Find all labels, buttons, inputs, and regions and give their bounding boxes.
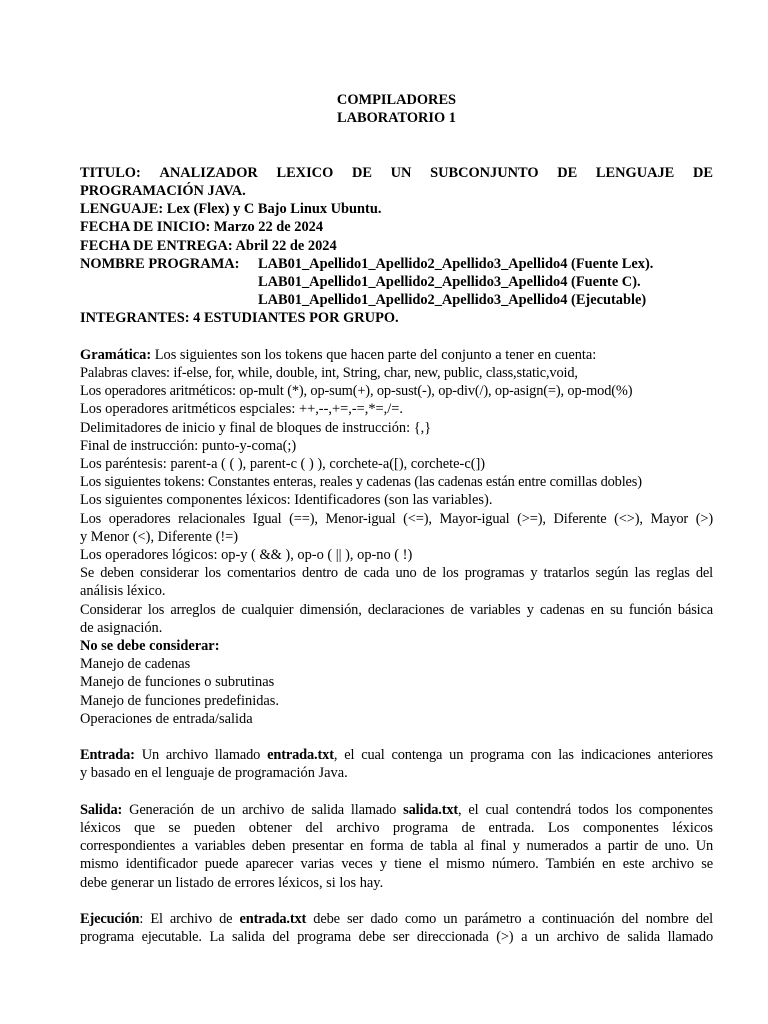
gramatica-intro bbox=[80, 346, 713, 364]
gramatica-line: Los siguientes tokens: Constantes enteras, reales y cadenas (las cadenas están entre comillas dobles) bbox=[80, 474, 642, 491]
logicos-line: Los operadores lógicos: op-y ( && ), op-o ( || ), op-no ( !) bbox=[80, 547, 413, 564]
nombre-programa-exe: LAB01_Apellido1_Apellido2_Apellido3_Apellido4 (Ejecutable) bbox=[258, 292, 647, 309]
document-body bbox=[80, 91, 713, 946]
lab-title: LABORATORIO 1 bbox=[336, 110, 456, 127]
course-title: COMPILADORES bbox=[336, 92, 457, 108]
titulo-word: UN bbox=[390, 164, 412, 181]
ejecucion-line-2: programa ejecutable. La salida del programa debe ser direccionada (>) a un archivo de salida llamado bbox=[80, 929, 713, 946]
relacionales-line-1: Los operadores relacionales Igual (==), Menor-igual (<=), Mayor-igual (>=), Diferente (<>), Mayor (>) bbox=[80, 510, 713, 527]
gramatica-label: Gramática: bbox=[80, 346, 152, 363]
nombre-programa-row bbox=[80, 291, 713, 309]
nombre-programa-c: LAB01_Apellido1_Apellido2_Apellido3_Apellido4 (Fuente C). bbox=[258, 274, 641, 290]
gramatica-line: Los siguientes componentes léxicos: Identificadores (son las variables). bbox=[80, 492, 493, 509]
no-considerar-item: Operaciones de entrada/salida bbox=[80, 710, 253, 727]
nombre-programa-row bbox=[80, 273, 713, 291]
titulo-word: SUBCONJUNTO bbox=[430, 164, 539, 181]
salida-filename: salida.txt bbox=[403, 801, 459, 818]
arreglos-line-1: Considerar los arreglos de cualquier dimensión, declaraciones de variables y cadenas en su función básica bbox=[80, 601, 713, 618]
comentarios-line-1: Se deben considerar los comentarios dentro de cada uno de los programas y tratarlos según las reglas del bbox=[80, 565, 713, 582]
gramatica-line: Palabras claves: if-else, for, while, double, int, String, char, new, public, class,static,void, bbox=[80, 365, 578, 381]
titulo-word: LENGUAJE bbox=[595, 164, 675, 181]
integrantes-line: INTEGRANTES: 4 ESTUDIANTES POR GRUPO. bbox=[80, 310, 399, 327]
no-considerar-label: No se debe considerar: bbox=[80, 638, 220, 655]
salida-line-4: mismo identificador puede aparecer varias veces y tiene el mismo número. También en este archivo se bbox=[80, 856, 713, 873]
ejecucion-label: Ejecución bbox=[80, 911, 140, 928]
gramatica-line: Los operadores aritméticos espciales: ++,--,+=,-=,*=,/=. bbox=[80, 401, 403, 418]
ejecucion-line-1: Ejecución: El archivo de entrada.txt debe ser dado como un parámetro a continuación del nombre del bbox=[80, 911, 713, 928]
gramatica-line: Los paréntesis: parent-a ( ( ), parent-c ( ) ), corchete-a([), corchete-c(]) bbox=[80, 456, 486, 473]
gramatica-line: Final de instrucción: punto-y-coma(;) bbox=[80, 437, 297, 454]
lenguaje-line: LENGUAJE: Lex (Flex) y C Bajo Linux Ubuntu. bbox=[80, 201, 382, 218]
entrada-label: Entrada: bbox=[80, 747, 135, 764]
entrada-line-1: Entrada: Un archivo llamado entrada.txt, el cual contenga un programa con las indicaciones anteriores bbox=[80, 747, 713, 764]
titulo-word: DE bbox=[557, 164, 578, 181]
arreglos-line-2: de asignación. bbox=[80, 619, 163, 636]
relacionales-line-2: y Menor (<), Diferente (!=) bbox=[80, 528, 239, 545]
comentarios-line-2: análisis léxico. bbox=[80, 583, 166, 600]
no-considerar-item: Manejo de cadenas bbox=[80, 656, 191, 673]
nombre-programa-lex: LAB01_Apellido1_Apellido2_Apellido3_Apellido4 (Fuente Lex). bbox=[258, 255, 654, 272]
titulo-word: TITULO: bbox=[80, 164, 141, 181]
ejecucion-filename: entrada.txt bbox=[239, 911, 307, 928]
titulo-line-2: PROGRAMACIÓN JAVA. bbox=[80, 182, 246, 199]
gramatica-line: Delimitadores de inicio y final de bloques de instrucción: {,} bbox=[80, 419, 432, 436]
salida-line-2: léxicos que se pueden obtener del archivo programa de entrada. Los componentes léxicos bbox=[80, 820, 713, 837]
no-considerar-item: Manejo de funciones o subrutinas bbox=[80, 674, 275, 691]
salida-line-1: Salida: Generación de un archivo de salida llamado salida.txt, el cual contendrá todos los componentes bbox=[80, 801, 713, 818]
titulo-word: DE bbox=[692, 164, 713, 181]
titulo-word: ANALIZADOR bbox=[159, 164, 258, 181]
nombre-programa-row bbox=[80, 255, 713, 273]
entrada-line-2: y basado en el lenguaje de programación Java. bbox=[80, 765, 348, 782]
gramatica-line: Los operadores aritméticos: op-mult (*), op-sum(+), op-sust(-), op-div(/), op-asign(=), op-mod(%) bbox=[80, 383, 633, 400]
titulo-word: DE bbox=[351, 164, 372, 181]
fecha-entrega-line: FECHA DE ENTREGA: Abril 22 de 2024 bbox=[80, 237, 337, 254]
salida-line-3: correspondientes a variables deben presentar en forma de tabla al final y numerados a partir de uno. Un bbox=[80, 838, 713, 855]
salida-line-5: debe generar un listado de errores léxicos, si los hay. bbox=[80, 874, 384, 891]
no-considerar-item: Manejo de funciones predefinidas. bbox=[80, 692, 280, 709]
nombre-programa-label: NOMBRE PROGRAMA: bbox=[80, 255, 240, 272]
gramatica-intro-text: Los siguientes son los tokens que hacen parte del conjunto a tener en cuenta: bbox=[151, 346, 597, 363]
salida-label: Salida: bbox=[80, 801, 123, 818]
titulo-line-1 bbox=[80, 164, 713, 182]
fecha-inicio-line: FECHA DE INICIO: Marzo 22 de 2024 bbox=[80, 219, 324, 236]
titulo-word: LEXICO bbox=[276, 164, 334, 181]
entrada-filename: entrada.txt bbox=[267, 747, 334, 764]
